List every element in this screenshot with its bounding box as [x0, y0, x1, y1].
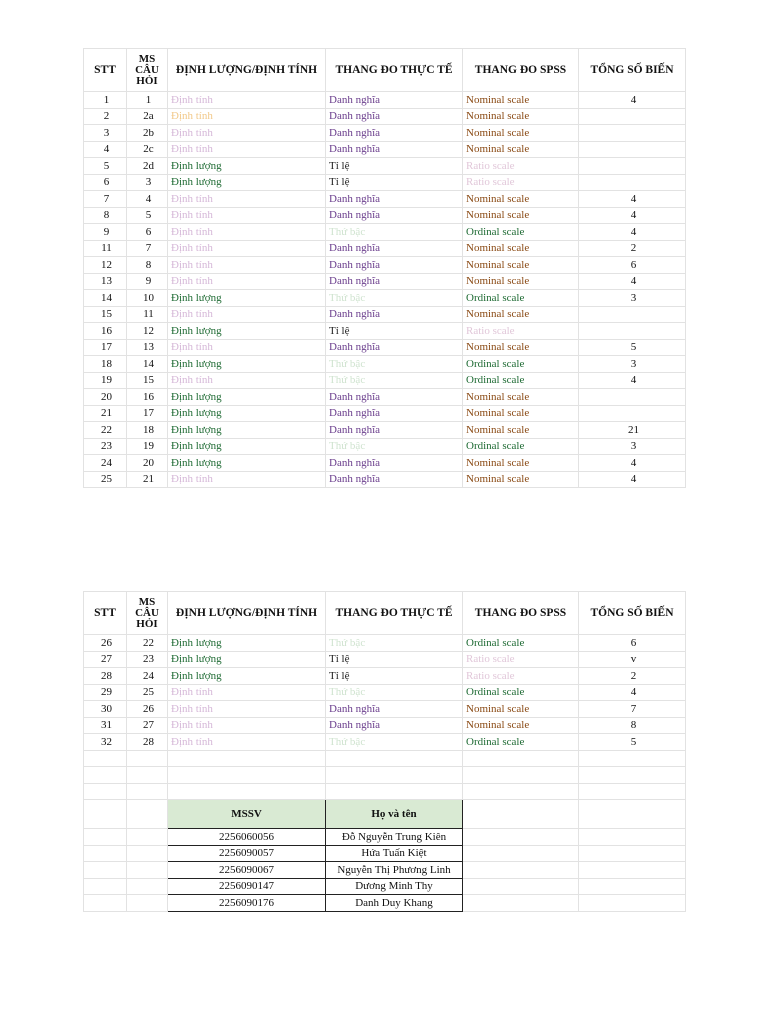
cell-thang-do-spss[interactable]: Nominal scale	[463, 191, 579, 208]
table-row	[84, 356, 686, 373]
table-row	[84, 240, 686, 257]
cell-ms-cau-hoi[interactable]: 13	[127, 339, 168, 356]
cell-dinh-luong-dinh-tinh[interactable]: Định lượng	[168, 323, 326, 340]
cell-thang-do-thuc-te[interactable]: Danh nghĩa	[326, 455, 463, 472]
cell-tong-so-bien[interactable]	[579, 125, 686, 142]
cell-stt[interactable]: 25	[84, 471, 127, 488]
table-row	[84, 125, 686, 142]
cell-thang-do-thuc-te[interactable]: Danh nghĩa	[326, 240, 463, 257]
table-row	[84, 389, 686, 406]
cell-thang-do-spss[interactable]: Nominal scale	[463, 405, 579, 422]
cell-dinh-luong-dinh-tinh[interactable]: Định lượng	[168, 668, 326, 685]
cell-dinh-luong-dinh-tinh[interactable]: Định tính	[168, 207, 326, 224]
student-row	[84, 845, 686, 862]
cell-thang-do-spss[interactable]: Nominal scale	[463, 701, 579, 718]
cell-tong-so-bien[interactable]: 6	[579, 257, 686, 274]
cell-ms-cau-hoi[interactable]: 26	[127, 701, 168, 718]
cell-ms-cau-hoi[interactable]: 6	[127, 224, 168, 241]
cell-stt[interactable]: 26	[84, 635, 127, 652]
cell-dinh-luong-dinh-tinh[interactable]: Định tính	[168, 734, 326, 751]
cell-dinh-luong-dinh-tinh[interactable]: Định lượng	[168, 455, 326, 472]
cell-thang-do-thuc-te[interactable]: Danh nghĩa	[326, 273, 463, 290]
variable-table-2	[83, 591, 686, 912]
cell-dinh-luong-dinh-tinh[interactable]: Định tính	[168, 684, 326, 701]
cell-tong-so-bien[interactable]	[579, 323, 686, 340]
cell-stt[interactable]: 32	[84, 734, 127, 751]
cell-thang-do-thuc-te[interactable]: Thứ bậc	[326, 635, 463, 652]
cell-ms-cau-hoi[interactable]: 21	[127, 471, 168, 488]
table-row	[84, 141, 686, 158]
cell-thang-do-spss[interactable]: Ordinal scale	[463, 734, 579, 751]
cell-tong-so-bien[interactable]	[579, 158, 686, 175]
cell-stt[interactable]: 21	[84, 405, 127, 422]
cell-ms-cau-hoi[interactable]: 19	[127, 438, 168, 455]
cell-dinh-luong-dinh-tinh[interactable]: Định lượng	[168, 438, 326, 455]
table-row	[84, 339, 686, 356]
cell-thang-do-thuc-te[interactable]: Danh nghĩa	[326, 125, 463, 142]
cell-dinh-luong-dinh-tinh[interactable]: Định lượng	[168, 422, 326, 439]
cell-tong-so-bien[interactable]: 4	[579, 273, 686, 290]
cell-ms-cau-hoi[interactable]: 20	[127, 455, 168, 472]
cell-thang-do-spss[interactable]: Nominal scale	[463, 141, 579, 158]
table-header-row	[84, 49, 686, 92]
cell-thang-do-thuc-te[interactable]: Tỉ lệ	[326, 668, 463, 685]
cell-stt[interactable]: 15	[84, 306, 127, 323]
table-row	[84, 684, 686, 701]
student-row	[84, 878, 686, 895]
student-name[interactable]: Nguyễn Thị Phương Linh	[326, 862, 463, 879]
table-row	[84, 108, 686, 125]
cell-thang-do-spss[interactable]: Ratio scale	[463, 174, 579, 191]
cell-thang-do-spss[interactable]: Nominal scale	[463, 471, 579, 488]
cell-ms-cau-hoi[interactable]: 2b	[127, 125, 168, 142]
cell-ms-cau-hoi[interactable]: 16	[127, 389, 168, 406]
student-mssv[interactable]: 2256090147	[168, 878, 326, 895]
cell-stt[interactable]: 7	[84, 191, 127, 208]
header-stt[interactable]: STT	[84, 49, 127, 92]
empty-row	[84, 783, 686, 800]
cell-thang-do-spss[interactable]: Ordinal scale	[463, 438, 579, 455]
table-row	[84, 438, 686, 455]
cell-thang-do-spss[interactable]: Nominal scale	[463, 257, 579, 274]
cell-stt[interactable]: 29	[84, 684, 127, 701]
table-row	[84, 668, 686, 685]
cell-tong-so-bien[interactable]: 3	[579, 438, 686, 455]
cell-ms-cau-hoi[interactable]: 12	[127, 323, 168, 340]
table-row	[84, 405, 686, 422]
table-row	[84, 207, 686, 224]
student-header-mssv[interactable]: MSSV	[168, 800, 326, 829]
empty-row	[84, 767, 686, 784]
cell-ms-cau-hoi[interactable]: 15	[127, 372, 168, 389]
cell-tong-so-bien[interactable]: 4	[579, 92, 686, 109]
cell-tong-so-bien[interactable]: 4	[579, 224, 686, 241]
cell-ms-cau-hoi[interactable]: 9	[127, 273, 168, 290]
cell-dinh-luong-dinh-tinh[interactable]: Định tính	[168, 701, 326, 718]
cell-tong-so-bien[interactable]: 4	[579, 372, 686, 389]
cell-thang-do-thuc-te[interactable]: Danh nghĩa	[326, 191, 463, 208]
cell-stt[interactable]: 18	[84, 356, 127, 373]
student-header-row	[84, 800, 686, 829]
cell-stt[interactable]: 14	[84, 290, 127, 307]
cell-dinh-luong-dinh-tinh[interactable]: Định tính	[168, 224, 326, 241]
cell-thang-do-spss[interactable]: Ratio scale	[463, 323, 579, 340]
table-row	[84, 92, 686, 109]
header-thang-do-spss[interactable]: THANG ĐO SPSS	[463, 592, 579, 635]
cell-dinh-luong-dinh-tinh[interactable]: Định tính	[168, 240, 326, 257]
cell-dinh-luong-dinh-tinh[interactable]: Định tính	[168, 339, 326, 356]
cell-thang-do-thuc-te[interactable]: Thứ bậc	[326, 438, 463, 455]
cell-tong-so-bien[interactable]: 5	[579, 734, 686, 751]
cell-ms-cau-hoi[interactable]: 28	[127, 734, 168, 751]
cell-stt[interactable]: 12	[84, 257, 127, 274]
cell-tong-so-bien[interactable]: 4	[579, 207, 686, 224]
cell-tong-so-bien[interactable]	[579, 108, 686, 125]
cell-thang-do-spss[interactable]: Ordinal scale	[463, 684, 579, 701]
cell-thang-do-spss[interactable]: Ordinal scale	[463, 224, 579, 241]
cell-thang-do-thuc-te[interactable]: Tỉ lệ	[326, 651, 463, 668]
cell-dinh-luong-dinh-tinh[interactable]: Định tính	[168, 125, 326, 142]
cell-ms-cau-hoi[interactable]: 8	[127, 257, 168, 274]
empty-row	[84, 750, 686, 767]
header-tong-so-bien[interactable]: TỔNG SỐ BIẾN	[579, 592, 686, 635]
cell-ms-cau-hoi[interactable]: 24	[127, 668, 168, 685]
header-thang-do-spss[interactable]: THANG ĐO SPSS	[463, 49, 579, 92]
table-row	[84, 717, 686, 734]
cell-thang-do-spss[interactable]: Ordinal scale	[463, 290, 579, 307]
cell-thang-do-thuc-te[interactable]: Thứ bậc	[326, 356, 463, 373]
cell-stt[interactable]: 24	[84, 455, 127, 472]
cell-tong-so-bien[interactable]	[579, 174, 686, 191]
student-row	[84, 829, 686, 846]
table-row	[84, 455, 686, 472]
cell-dinh-luong-dinh-tinh[interactable]: Định lượng	[168, 389, 326, 406]
table-body-2	[84, 635, 686, 751]
table-row	[84, 224, 686, 241]
cell-ms-cau-hoi[interactable]: 2c	[127, 141, 168, 158]
header-dinh-luong-dinh-tinh[interactable]: ĐỊNH LƯỢNG/ĐỊNH TÍNH	[168, 49, 326, 92]
cell-tong-so-bien[interactable]: 21	[579, 422, 686, 439]
cell-dinh-luong-dinh-tinh[interactable]: Định lượng	[168, 158, 326, 175]
table-row	[84, 372, 686, 389]
student-header-name[interactable]: Họ và tên	[326, 800, 463, 829]
cell-stt[interactable]: 1	[84, 92, 127, 109]
cell-thang-do-thuc-te[interactable]: Danh nghĩa	[326, 717, 463, 734]
cell-tong-so-bien[interactable]	[579, 141, 686, 158]
cell-stt[interactable]: 13	[84, 273, 127, 290]
cell-thang-do-thuc-te[interactable]: Tỉ lệ	[326, 158, 463, 175]
cell-stt[interactable]: 5	[84, 158, 127, 175]
cell-ms-cau-hoi[interactable]: 18	[127, 422, 168, 439]
student-row	[84, 895, 686, 912]
table-row	[84, 306, 686, 323]
header-stt[interactable]: STT	[84, 592, 127, 635]
cell-thang-do-spss[interactable]: Nominal scale	[463, 717, 579, 734]
cell-ms-cau-hoi[interactable]: 2d	[127, 158, 168, 175]
header-thang-do-thuc-te[interactable]: THANG ĐO THỰC TẾ	[326, 592, 463, 635]
cell-stt[interactable]: 6	[84, 174, 127, 191]
cell-thang-do-spss[interactable]: Nominal scale	[463, 108, 579, 125]
cell-stt[interactable]: 9	[84, 224, 127, 241]
cell-thang-do-thuc-te[interactable]: Danh nghĩa	[326, 141, 463, 158]
student-mssv[interactable]: 2256090176	[168, 895, 326, 912]
cell-dinh-luong-dinh-tinh[interactable]: Định tính	[168, 372, 326, 389]
table-row	[84, 471, 686, 488]
header-ms-cau-hoi[interactable]: MS CÂU HỎI	[127, 49, 168, 92]
student-name[interactable]: Dương Minh Thy	[326, 878, 463, 895]
cell-thang-do-thuc-te[interactable]: Danh nghĩa	[326, 257, 463, 274]
cell-tong-so-bien[interactable]: 4	[579, 455, 686, 472]
table-row	[84, 734, 686, 751]
cell-tong-so-bien[interactable]: 7	[579, 701, 686, 718]
cell-ms-cau-hoi[interactable]: 23	[127, 651, 168, 668]
cell-thang-do-thuc-te[interactable]: Danh nghĩa	[326, 306, 463, 323]
cell-tong-so-bien[interactable]: 2	[579, 668, 686, 685]
cell-dinh-luong-dinh-tinh[interactable]: Định tính	[168, 141, 326, 158]
cell-thang-do-thuc-te[interactable]: Danh nghĩa	[326, 92, 463, 109]
cell-thang-do-spss[interactable]: Nominal scale	[463, 207, 579, 224]
cell-dinh-luong-dinh-tinh[interactable]: Định tính	[168, 273, 326, 290]
cell-tong-so-bien[interactable]: 4	[579, 471, 686, 488]
cell-thang-do-spss[interactable]: Nominal scale	[463, 306, 579, 323]
cell-ms-cau-hoi[interactable]: 2a	[127, 108, 168, 125]
cell-ms-cau-hoi[interactable]: 27	[127, 717, 168, 734]
header-ms-cau-hoi[interactable]: MS CÂU HỎI	[127, 592, 168, 635]
cell-tong-so-bien[interactable]: 5	[579, 339, 686, 356]
header-thang-do-thuc-te[interactable]: THANG ĐO THỰC TẾ	[326, 49, 463, 92]
cell-thang-do-spss[interactable]: Ratio scale	[463, 158, 579, 175]
cell-thang-do-spss[interactable]: Ordinal scale	[463, 635, 579, 652]
cell-dinh-luong-dinh-tinh[interactable]: Định lượng	[168, 651, 326, 668]
table-row	[84, 273, 686, 290]
cell-thang-do-thuc-te[interactable]: Danh nghĩa	[326, 471, 463, 488]
cell-tong-so-bien[interactable]: 8	[579, 717, 686, 734]
student-name[interactable]: Hứa Tuấn Kiệt	[326, 845, 463, 862]
cell-tong-so-bien[interactable]: 4	[579, 684, 686, 701]
cell-thang-do-spss[interactable]: Nominal scale	[463, 339, 579, 356]
cell-ms-cau-hoi[interactable]: 11	[127, 306, 168, 323]
cell-stt[interactable]: 19	[84, 372, 127, 389]
cell-thang-do-thuc-te[interactable]: Thứ bậc	[326, 734, 463, 751]
cell-ms-cau-hoi[interactable]: 14	[127, 356, 168, 373]
cell-thang-do-spss[interactable]: Nominal scale	[463, 389, 579, 406]
cell-dinh-luong-dinh-tinh[interactable]: Định tính	[168, 717, 326, 734]
cell-dinh-luong-dinh-tinh[interactable]: Định lượng	[168, 405, 326, 422]
cell-ms-cau-hoi[interactable]: 3	[127, 174, 168, 191]
cell-stt[interactable]: 16	[84, 323, 127, 340]
cell-thang-do-thuc-te[interactable]: Thứ bậc	[326, 290, 463, 307]
cell-thang-do-thuc-te[interactable]: Danh nghĩa	[326, 339, 463, 356]
cell-stt[interactable]: 22	[84, 422, 127, 439]
student-name[interactable]: Danh Duy Khang	[326, 895, 463, 912]
cell-thang-do-spss[interactable]: Ordinal scale	[463, 372, 579, 389]
cell-tong-so-bien[interactable]: 3	[579, 290, 686, 307]
cell-stt[interactable]: 11	[84, 240, 127, 257]
cell-ms-cau-hoi[interactable]: 17	[127, 405, 168, 422]
cell-stt[interactable]: 23	[84, 438, 127, 455]
table-body-1	[84, 92, 686, 488]
header-tong-so-bien[interactable]: TỔNG SỐ BIẾN	[579, 49, 686, 92]
header-dinh-luong-dinh-tinh[interactable]: ĐỊNH LƯỢNG/ĐỊNH TÍNH	[168, 592, 326, 635]
cell-thang-do-thuc-te[interactable]: Thứ bậc	[326, 224, 463, 241]
table-header-row	[84, 592, 686, 635]
cell-ms-cau-hoi[interactable]: 1	[127, 92, 168, 109]
cell-thang-do-spss[interactable]: Ordinal scale	[463, 356, 579, 373]
table-row	[84, 701, 686, 718]
cell-dinh-luong-dinh-tinh[interactable]: Định tính	[168, 306, 326, 323]
student-name[interactable]: Đỗ Nguyễn Trung Kiên	[326, 829, 463, 846]
cell-stt[interactable]: 8	[84, 207, 127, 224]
cell-stt[interactable]: 30	[84, 701, 127, 718]
cell-thang-do-spss[interactable]: Nominal scale	[463, 92, 579, 109]
cell-stt[interactable]: 17	[84, 339, 127, 356]
cell-dinh-luong-dinh-tinh[interactable]: Định lượng	[168, 356, 326, 373]
table-row	[84, 323, 686, 340]
cell-stt[interactable]: 3	[84, 125, 127, 142]
cell-thang-do-spss[interactable]: Ratio scale	[463, 668, 579, 685]
cell-thang-do-spss[interactable]: Nominal scale	[463, 422, 579, 439]
cell-stt[interactable]: 31	[84, 717, 127, 734]
student-section	[84, 750, 686, 911]
table-row	[84, 422, 686, 439]
cell-dinh-luong-dinh-tinh[interactable]: Định tính	[168, 92, 326, 109]
cell-tong-so-bien[interactable]	[579, 389, 686, 406]
cell-tong-so-bien[interactable]: 4	[579, 191, 686, 208]
cell-stt[interactable]: 27	[84, 651, 127, 668]
table-row	[84, 635, 686, 652]
cell-tong-so-bien[interactable]: 2	[579, 240, 686, 257]
cell-stt[interactable]: 2	[84, 108, 127, 125]
table-row	[84, 290, 686, 307]
cell-tong-so-bien[interactable]	[579, 405, 686, 422]
cell-thang-do-thuc-te[interactable]: Thứ bậc	[326, 684, 463, 701]
cell-thang-do-thuc-te[interactable]: Danh nghĩa	[326, 389, 463, 406]
cell-thang-do-spss[interactable]: Nominal scale	[463, 273, 579, 290]
cell-thang-do-spss[interactable]: Nominal scale	[463, 240, 579, 257]
table-row	[84, 191, 686, 208]
cell-stt[interactable]: 4	[84, 141, 127, 158]
table-row	[84, 174, 686, 191]
cell-ms-cau-hoi[interactable]: 7	[127, 240, 168, 257]
variable-table-1	[83, 48, 686, 488]
cell-tong-so-bien[interactable]	[579, 306, 686, 323]
cell-thang-do-spss[interactable]: Nominal scale	[463, 455, 579, 472]
student-mssv[interactable]: 2256090067	[168, 862, 326, 879]
student-mssv[interactable]: 2256060056	[168, 829, 326, 846]
cell-thang-do-thuc-te[interactable]: Thứ bậc	[326, 372, 463, 389]
cell-ms-cau-hoi[interactable]: 10	[127, 290, 168, 307]
cell-ms-cau-hoi[interactable]: 4	[127, 191, 168, 208]
cell-tong-so-bien[interactable]: 6	[579, 635, 686, 652]
cell-ms-cau-hoi[interactable]: 5	[127, 207, 168, 224]
cell-dinh-luong-dinh-tinh[interactable]: Định lượng	[168, 290, 326, 307]
cell-dinh-luong-dinh-tinh[interactable]: Định tính	[168, 191, 326, 208]
student-mssv[interactable]: 2256090057	[168, 845, 326, 862]
cell-ms-cau-hoi[interactable]: 22	[127, 635, 168, 652]
cell-thang-do-spss[interactable]: Ratio scale	[463, 651, 579, 668]
cell-thang-do-thuc-te[interactable]: Tỉ lệ	[326, 174, 463, 191]
cell-dinh-luong-dinh-tinh[interactable]: Định tính	[168, 108, 326, 125]
cell-tong-so-bien[interactable]: 3	[579, 356, 686, 373]
student-row	[84, 862, 686, 879]
cell-thang-do-spss[interactable]: Nominal scale	[463, 125, 579, 142]
cell-thang-do-thuc-te[interactable]: Tỉ lệ	[326, 323, 463, 340]
cell-thang-do-thuc-te[interactable]: Danh nghĩa	[326, 701, 463, 718]
cell-dinh-luong-dinh-tinh[interactable]: Định tính	[168, 471, 326, 488]
table-row	[84, 257, 686, 274]
cell-stt[interactable]: 28	[84, 668, 127, 685]
cell-thang-do-thuc-te[interactable]: Danh nghĩa	[326, 422, 463, 439]
cell-dinh-luong-dinh-tinh[interactable]: Định lượng	[168, 174, 326, 191]
table-row	[84, 651, 686, 668]
cell-thang-do-thuc-te[interactable]: Danh nghĩa	[326, 108, 463, 125]
cell-dinh-luong-dinh-tinh[interactable]: Định tính	[168, 257, 326, 274]
cell-thang-do-thuc-te[interactable]: Danh nghĩa	[326, 405, 463, 422]
cell-tong-so-bien[interactable]: v	[579, 651, 686, 668]
table-row	[84, 158, 686, 175]
cell-thang-do-thuc-te[interactable]: Danh nghĩa	[326, 207, 463, 224]
cell-dinh-luong-dinh-tinh[interactable]: Định lượng	[168, 635, 326, 652]
cell-ms-cau-hoi[interactable]: 25	[127, 684, 168, 701]
cell-stt[interactable]: 20	[84, 389, 127, 406]
